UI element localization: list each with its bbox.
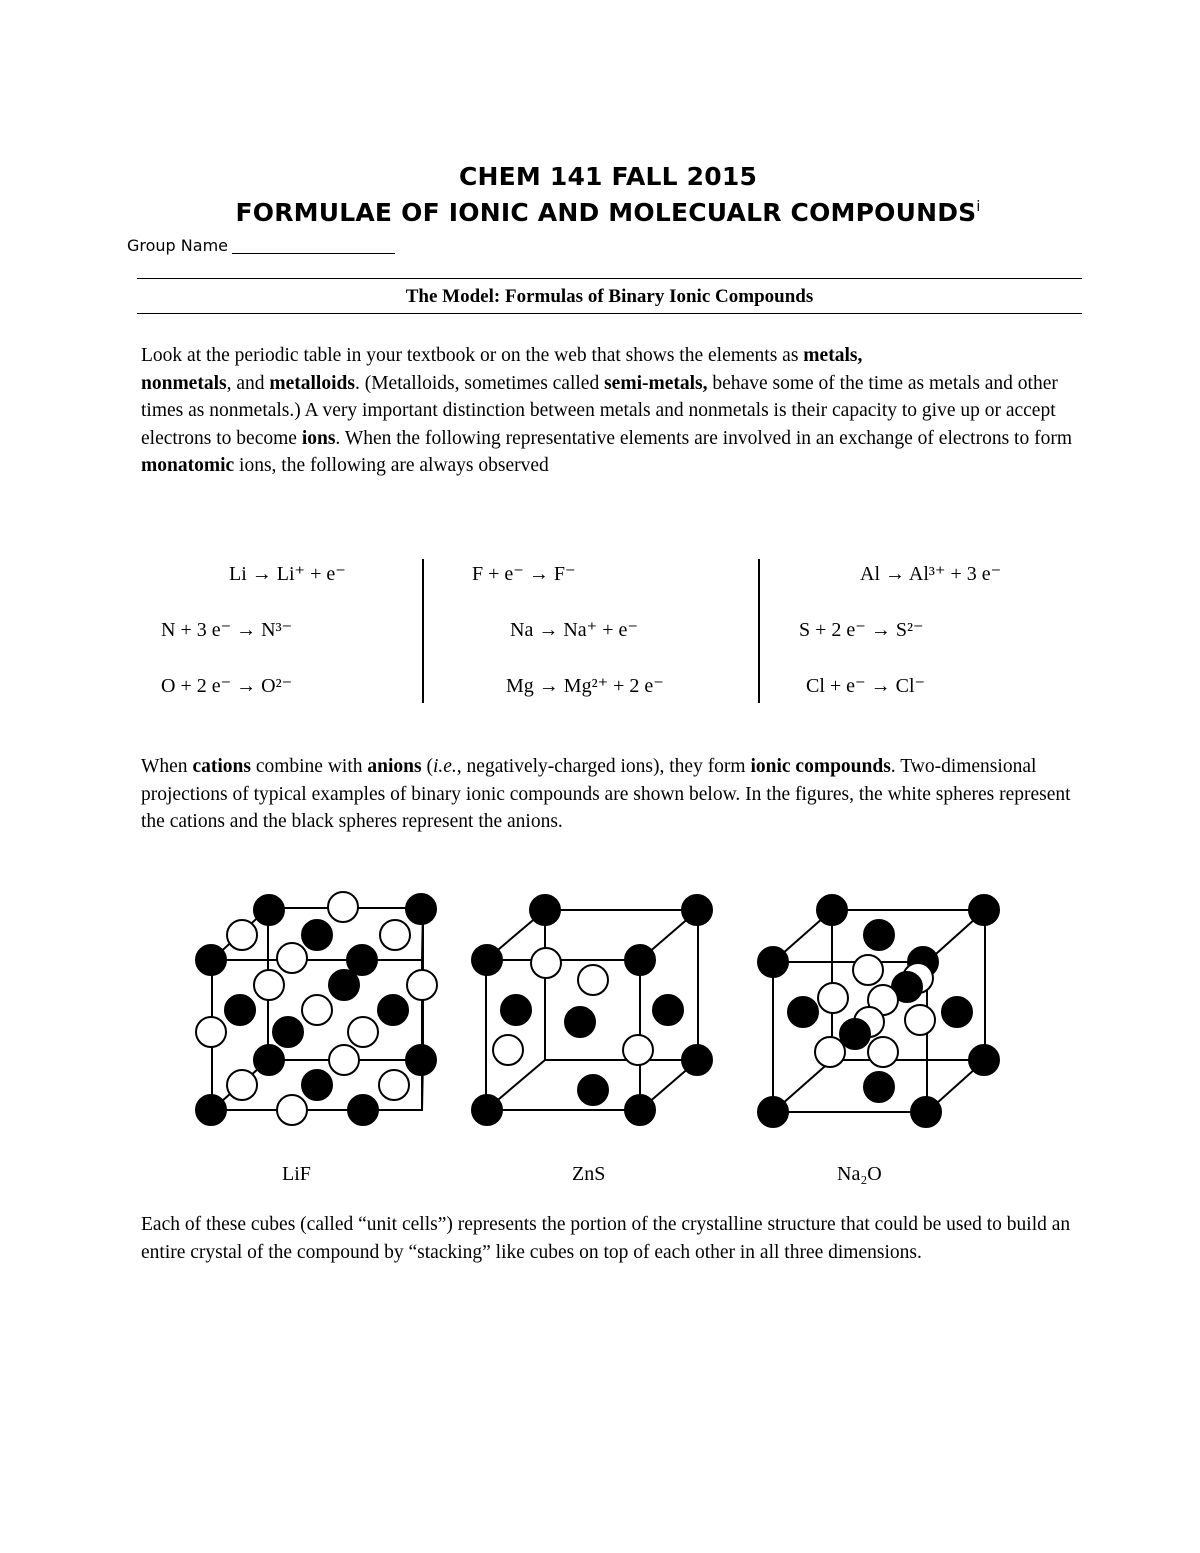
zns-anion [565,1007,595,1037]
closing-paragraph: Each of these cubes (called “unit cells”) represents the portion of the crystalline structure that could be used to build an entire crystal of the compound by “stacking” like cubes on top of each other in all three dimensions. [141,1214,1071,1263]
lif-cation [277,1095,307,1125]
term-monatomic: monatomic [141,455,235,476]
equation-o: O + 2 e⁻ → O²⁻ [161,675,293,697]
lif-cation [277,943,307,973]
na2o-unit-cell-diagram [740,880,1015,1140]
ions-paragraph [141,753,1091,836]
term-nonmetals: nonmetals [141,372,227,394]
course-title: CHEM 141 FALL 2015 [458,162,758,191]
zns-anion [625,945,655,975]
equation-f: F + e⁻ → F⁻ [472,563,576,585]
term-ionic-compounds: ionic compounds [750,756,891,777]
zns-anion [682,1045,712,1075]
term-semi-metals: semi-metals, [604,372,708,394]
model-heading: The Model: Formulas of Binary Ionic Compounds [405,286,814,307]
lif-anion [329,970,359,1000]
lif-cation [254,970,284,1000]
term-metals: metals, [803,345,863,366]
term-anions: anions [367,756,422,777]
intro-paragraph [141,342,1091,480]
equation-s: S + 2 e⁻ → S²⁻ [799,619,924,641]
na2o-anion [788,997,818,1027]
zns-cation [578,965,608,995]
na2o-cation [868,1037,898,1067]
ions-text-5: . Two-dimensional projections of typical examples of binary ionic compounds are shown below. In the figures, the white spheres represent the cations and the black spheres represent the anions. [141,756,1071,832]
na2o-anion [911,1097,941,1127]
group-name-blank[interactable] [232,236,395,254]
column-divider-1 [422,559,424,703]
lif-cation [328,892,358,922]
ions-text-4: , negatively-charged ions), they form [456,756,751,777]
lif-cation [227,1070,257,1100]
na2o-anion [969,1045,999,1075]
lif-cation [329,1045,359,1075]
lif-unit-cell-diagram [180,880,460,1140]
ions-text-2: combine with [250,756,368,777]
zns-label: ZnS [572,1163,606,1185]
lif-anion [273,1017,303,1047]
lif-cation [407,970,437,1000]
na2o-anion [942,997,972,1027]
lif-anion [347,945,377,975]
na2o-anion [864,1072,894,1102]
zns-cation [531,948,561,978]
intro-text-7: ions, the following are always observed [234,455,549,476]
lif-cation [348,1017,378,1047]
na2o-anion [969,895,999,925]
na2o-cation [853,955,883,985]
document-title [0,198,1200,227]
zns-cube-back [545,910,698,1060]
equation-al: Al → Al³⁺ + 3 e⁻ [860,563,1002,585]
lif-anion [225,995,255,1025]
equation-n: N + 3 e⁻ → N³⁻ [161,619,293,641]
lif-cation [379,1070,409,1100]
na2o-cation [815,1037,845,1067]
document-title-text: FORMULAE OF IONIC AND MOLECUALR COMPOUNDS [235,198,977,227]
intro-text-4: . (Metalloids, sometimes called [354,372,605,394]
zns-anion [530,895,560,925]
lif-anion [254,1045,284,1075]
na2o-cation [905,1005,935,1035]
lif-cation [227,920,257,950]
zns-anion [578,1075,608,1105]
ie-abbrev: i.e. [432,756,457,777]
na2o-anion [758,947,788,977]
lif-anion [196,945,226,975]
intro-text-5: behave some of the time as metals and other times as nonmetals.) A very important distinction between metals and nonmetals is their capacity to give up or accept electrons to become [141,372,1058,449]
zns-anion [472,945,502,975]
column-divider-2 [758,559,760,703]
term-metalloids: metalloids [269,372,355,394]
intro-text-3: , and [226,372,270,394]
lif-anion [406,1045,436,1075]
zns-anion [653,995,683,1025]
ions-text-3: ( [421,756,433,777]
zns-anion [472,1095,502,1125]
na2o-anion [864,920,894,950]
intro-text-1: Look at the periodic table in your textbook or on the web that shows the elements as [141,345,804,366]
lif-anion [254,895,284,925]
na2o-anion [758,1097,788,1127]
zns-anion [625,1095,655,1125]
zns-unit-cell-diagram [455,880,730,1140]
lif-anion [378,995,408,1025]
top-rule [137,278,1082,279]
zns-cation [623,1035,653,1065]
equation-cl: Cl + e⁻ → Cl⁻ [806,675,926,697]
group-name-field[interactable] [127,236,395,255]
term-ions: ions [301,427,336,449]
term-cations: cations [192,756,251,777]
lif-anion [348,1095,378,1125]
lif-anion [196,1095,226,1125]
na2o-cation [818,983,848,1013]
zns-anion [682,895,712,925]
lif-cation [302,995,332,1025]
na2o-anion [840,1019,870,1049]
footnote-marker: i [976,199,981,215]
equation-na: Na → Na⁺ + e⁻ [510,619,638,641]
na2o-label: Na₂O [837,1163,882,1185]
ions-text-1: When [141,756,193,777]
equation-li: Li → Li⁺ + e⁻ [229,563,346,585]
lif-label: LiF [282,1163,311,1185]
bottom-rule [137,313,1082,314]
zns-cation [493,1035,523,1065]
na2o-anion [817,895,847,925]
lif-anion [406,894,436,924]
equation-mg: Mg → Mg²⁺ + 2 e⁻ [506,675,664,697]
intro-text-6: . When the following representative elements are involved in an exchange of electrons to form [335,427,1073,449]
lif-anion [302,920,332,950]
lif-cation [196,1017,226,1047]
zns-anion [501,995,531,1025]
group-name-label: Group Name [127,236,228,255]
lif-anion [302,1070,332,1100]
lif-cation [380,920,410,950]
